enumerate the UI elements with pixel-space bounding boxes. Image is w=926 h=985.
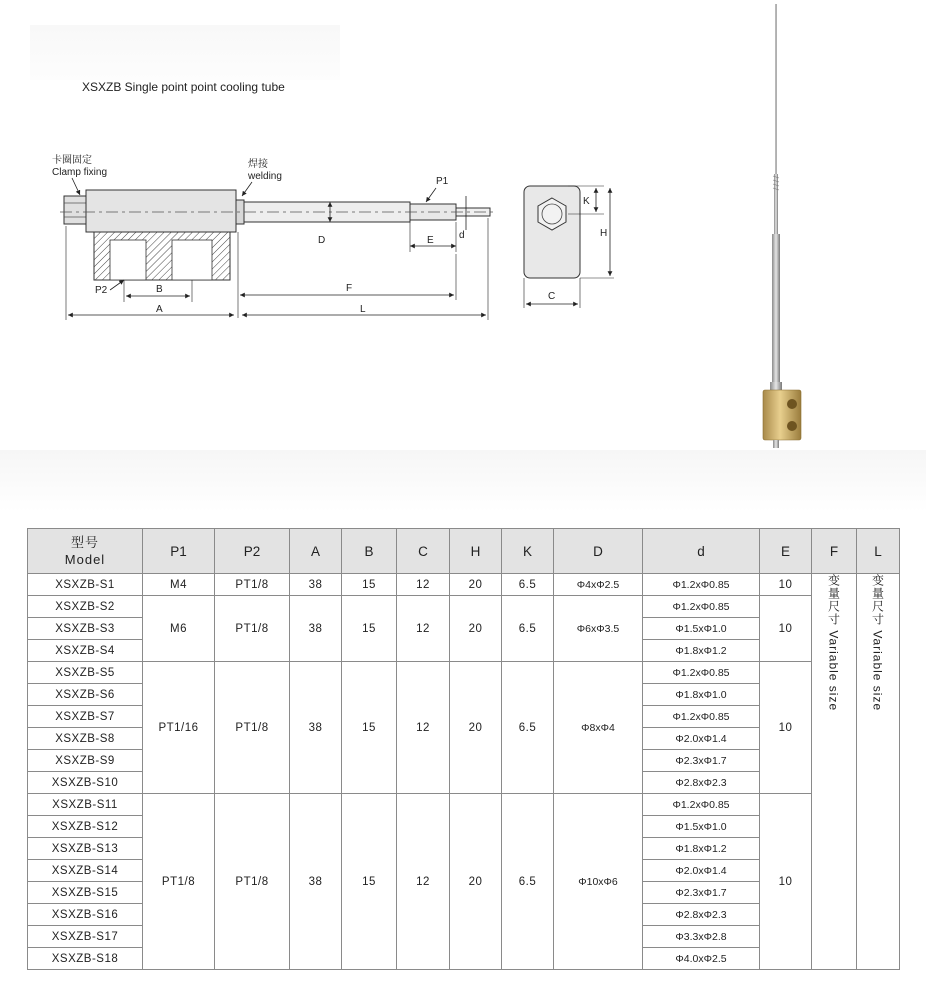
b-cell: 15 [342, 574, 397, 596]
dim-label-F: F [346, 283, 353, 294]
D-cell: Φ4xΦ2.5 [554, 574, 643, 596]
dim-label-P1: P1 [436, 176, 449, 187]
D-cell: Φ6xΦ3.5 [554, 596, 643, 662]
model-cell: XSXZB-S10 [28, 772, 143, 794]
d-cell: Φ2.0xΦ1.4 [643, 860, 760, 882]
d-cell: Φ1.5xΦ1.0 [643, 816, 760, 838]
dim-label-d: d [459, 230, 465, 241]
d-cell: Φ2.8xΦ2.3 [643, 772, 760, 794]
a-cell: 38 [290, 794, 342, 970]
b-cell: 15 [342, 662, 397, 794]
table-row [28, 794, 900, 816]
h-cell: 20 [450, 794, 502, 970]
p2-cell: PT1/8 [215, 662, 290, 794]
model-cell: XSXZB-S9 [28, 750, 143, 772]
d-cell: Φ1.8xΦ1.2 [643, 838, 760, 860]
d-cell: Φ1.8xΦ1.2 [643, 640, 760, 662]
k-cell: 6.5 [502, 596, 554, 662]
col-F: F [812, 529, 857, 574]
c-cell: 12 [397, 794, 450, 970]
p1-cell: PT1/8 [143, 794, 215, 970]
product-photo [730, 0, 830, 460]
h-cell: 20 [450, 662, 502, 794]
dim-label-E: E [427, 235, 434, 246]
col-B: B [342, 529, 397, 574]
model-cell: XSXZB-S5 [28, 662, 143, 684]
D-cell: Φ10xΦ6 [554, 794, 643, 970]
d-cell: Φ1.2xΦ0.85 [643, 706, 760, 728]
model-cell: XSXZB-S3 [28, 618, 143, 640]
model-cell: XSXZB-S17 [28, 926, 143, 948]
d-cell: Φ1.2xΦ0.85 [643, 662, 760, 684]
col-C: C [397, 529, 450, 574]
c-cell: 12 [397, 662, 450, 794]
h-cell: 20 [450, 574, 502, 596]
dim-label-P2: P2 [95, 285, 108, 296]
d-cell: Φ1.2xΦ0.85 [643, 574, 760, 596]
p1-cell: M4 [143, 574, 215, 596]
dim-label-B: B [156, 284, 163, 295]
c-cell: 12 [397, 574, 450, 596]
model-cell: XSXZB-S18 [28, 948, 143, 970]
k-cell: 6.5 [502, 662, 554, 794]
model-cell: XSXZB-S6 [28, 684, 143, 706]
col-P1: P1 [143, 529, 215, 574]
technical-drawing [0, 0, 620, 330]
p1-cell: PT1/16 [143, 662, 215, 794]
a-cell: 38 [290, 574, 342, 596]
spec-table [27, 528, 900, 970]
e-cell: 10 [760, 662, 812, 794]
p2-cell: PT1/8 [215, 794, 290, 970]
clamp-label-en: Clamp fixing [52, 167, 108, 178]
table-row [28, 574, 900, 596]
dim-label-A: A [156, 304, 163, 315]
model-cell: XSXZB-S11 [28, 794, 143, 816]
d-cell: Φ4.0xΦ2.5 [643, 948, 760, 970]
model-cell: XSXZB-S16 [28, 904, 143, 926]
col-E: E [760, 529, 812, 574]
dim-label-D: D [318, 235, 326, 246]
model-cell: XSXZB-S7 [28, 706, 143, 728]
b-cell: 15 [342, 596, 397, 662]
model-cell: XSXZB-S15 [28, 882, 143, 904]
weld-label-cn: 焊接 [248, 159, 268, 170]
col-K: K [502, 529, 554, 574]
f-variable-cell: 变量尺寸 Variable size [812, 574, 857, 970]
model-cell: XSXZB-S4 [28, 640, 143, 662]
page-title: XSXZB Single point point cooling tube [82, 80, 285, 94]
model-cell: XSXZB-S14 [28, 860, 143, 882]
p2-cell: PT1/8 [215, 574, 290, 596]
col-D: D [554, 529, 643, 574]
dim-label-K: K [583, 196, 590, 207]
k-cell: 6.5 [502, 794, 554, 970]
model-cell: XSXZB-S1 [28, 574, 143, 596]
p1-cell: M6 [143, 596, 215, 662]
d-cell: Φ2.3xΦ1.7 [643, 882, 760, 904]
model-cell: XSXZB-S12 [28, 816, 143, 838]
e-cell: 10 [760, 574, 812, 596]
col-H: H [450, 529, 502, 574]
D-cell: Φ8xΦ4 [554, 662, 643, 794]
a-cell: 38 [290, 662, 342, 794]
a-cell: 38 [290, 596, 342, 662]
table-row [28, 662, 900, 684]
clamp-label-cn: 卡圈固定 [52, 155, 92, 166]
model-cell: XSXZB-S8 [28, 728, 143, 750]
d-cell: Φ2.0xΦ1.4 [643, 728, 760, 750]
d-cell: Φ1.8xΦ1.0 [643, 684, 760, 706]
col-P2: P2 [215, 529, 290, 574]
col-d: d [643, 529, 760, 574]
d-cell: Φ3.3xΦ2.8 [643, 926, 760, 948]
col-A: A [290, 529, 342, 574]
col-model: 型号 Model [28, 529, 143, 574]
dim-label-H: H [600, 228, 608, 239]
d-cell: Φ1.2xΦ0.85 [643, 596, 760, 618]
d-cell: Φ2.8xΦ2.3 [643, 904, 760, 926]
c-cell: 12 [397, 596, 450, 662]
model-cell: XSXZB-S2 [28, 596, 143, 618]
d-cell: Φ2.3xΦ1.7 [643, 750, 760, 772]
col-L: L [857, 529, 900, 574]
d-cell: Φ1.5xΦ1.0 [643, 618, 760, 640]
weld-label-en: welding [248, 171, 282, 182]
p2-cell: PT1/8 [215, 596, 290, 662]
d-cell: Φ1.2xΦ0.85 [643, 794, 760, 816]
b-cell: 15 [342, 794, 397, 970]
k-cell: 6.5 [502, 574, 554, 596]
table-header-row [28, 529, 900, 574]
l-variable-cell: 变量尺寸 Variable size [857, 574, 900, 970]
e-cell: 10 [760, 794, 812, 970]
dim-label-C: C [548, 291, 556, 302]
h-cell: 20 [450, 596, 502, 662]
e-cell: 10 [760, 596, 812, 662]
table-row [28, 596, 900, 618]
dim-label-L: L [360, 304, 366, 315]
model-cell: XSXZB-S13 [28, 838, 143, 860]
